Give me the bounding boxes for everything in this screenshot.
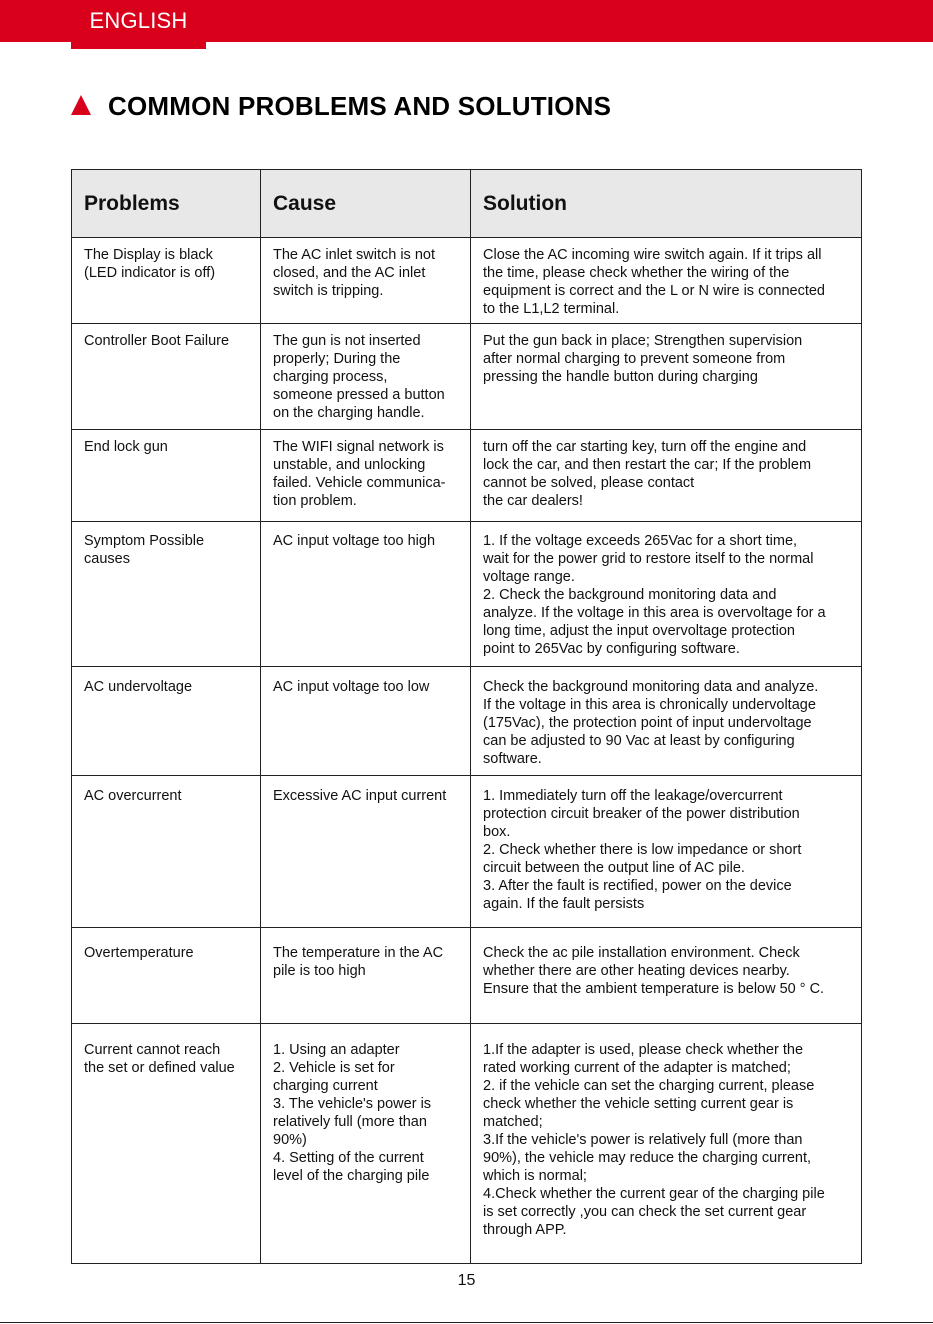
problem-cell: Overtemperature	[72, 928, 261, 1024]
section-title: COMMON PROBLEMS AND SOLUTIONS	[108, 90, 612, 121]
table-row	[72, 1024, 862, 1264]
cause-cell: 1. Using an adapter 2. Vehicle is set for charging current 3. The vehicle's power is relatively full (more than 90%) 4. Setting of the current level of the charging pile	[261, 1024, 471, 1264]
problem-cell: Current cannot reach the set or defined value	[72, 1024, 261, 1264]
cause-cell: The AC inlet switch is not closed, and the AC inlet switch is tripping.	[261, 238, 471, 324]
table-row	[72, 928, 862, 1024]
problem-cell: AC overcurrent	[72, 776, 261, 928]
cause-cell: AC input voltage too high	[261, 522, 471, 667]
header-solution: Solution	[471, 170, 862, 238]
problem-cell: End lock gun	[72, 430, 261, 522]
solution-cell: Check the ac pile installation environment. Check whether there are other heating devices nearby. Ensure that the ambient temperature is below 50 ° C.	[471, 928, 862, 1024]
solution-cell: 1. If the voltage exceeds 265Vac for a short time, wait for the power grid to restore itself to the normal voltage range. 2. Check the background monitoring data and analyze. If the voltage in this area is overvoltage for a long time, adjust the input overvoltage protection point to 265Vac by configuring software.	[471, 522, 862, 667]
page-number: 15	[457, 1272, 476, 1289]
solution-cell: Check the background monitoring data and analyze. If the voltage in this area is chronically undervoltage (175Vac), the protection point of input undervoltage can be adjusted to 90 Vac at least by configuring software.	[471, 667, 862, 776]
bottom-divider	[0, 1322, 933, 1323]
solution-cell: Close the AC incoming wire switch again. If it trips all the time, please check whether the wiring of the equipment is correct and the L or N wire is connected to the L1,L2 terminal.	[471, 238, 862, 324]
problem-cell: The Display is black (LED indicator is off)	[72, 238, 261, 324]
problem-cell: Controller Boot Failure	[72, 324, 261, 430]
cause-cell: The temperature in the AC pile is too high	[261, 928, 471, 1024]
solution-cell: turn off the car starting key, turn off the engine and lock the car, and then restart the car; If the problem cannot be solved, please contact the car dealers!	[471, 430, 862, 522]
table-row	[72, 776, 862, 928]
language-tab-underline	[71, 42, 206, 50]
table-row	[72, 667, 862, 776]
table-row	[72, 522, 862, 667]
language-tab	[71, 0, 206, 50]
language-tab-label: ENGLISH	[89, 8, 188, 33]
solution-cell: 1. Immediately turn off the leakage/overcurrent protection circuit breaker of the power distribution box. 2. Check whether there is low impedance or short circuit between the output line of AC pile. 3. After the fault is rectified, power on the device again. If the fault persists	[471, 776, 862, 928]
header-problems: Problems	[72, 170, 261, 238]
table-row	[72, 238, 862, 324]
header-cause: Cause	[261, 170, 471, 238]
warning-triangle-icon	[71, 95, 91, 115]
problem-cell: AC undervoltage	[72, 667, 261, 776]
table-header-row	[72, 170, 862, 238]
problem-cell: Symptom Possible causes	[72, 522, 261, 667]
solution-cell: 1.If the adapter is used, please check whether the rated working current of the adapter is matched; 2. if the vehicle can set the charging current, please check whether the vehicle setting current gear is matched; 3.If the vehicle's power is relatively full (more than 90%), the vehicle may reduce the charging current, which is normal; 4.Check whether the current gear of the charging pile is set correctly ,you can check the set current gear through APP.	[471, 1024, 862, 1264]
problems-table	[71, 169, 862, 1264]
cause-cell: AC input voltage too low	[261, 667, 471, 776]
solution-cell: Put the gun back in place; Strengthen supervision after normal charging to prevent someone from pressing the handle button during charging	[471, 324, 862, 430]
table-row	[72, 324, 862, 430]
cause-cell: Excessive AC input current	[261, 776, 471, 928]
cause-cell: The WIFI signal network is unstable, and unlocking failed. Vehicle communica- tion problem.	[261, 430, 471, 522]
table-row	[72, 430, 862, 522]
section-heading	[71, 88, 611, 124]
cause-cell: The gun is not inserted properly; During the charging process, someone pressed a button on the charging handle.	[261, 324, 471, 430]
